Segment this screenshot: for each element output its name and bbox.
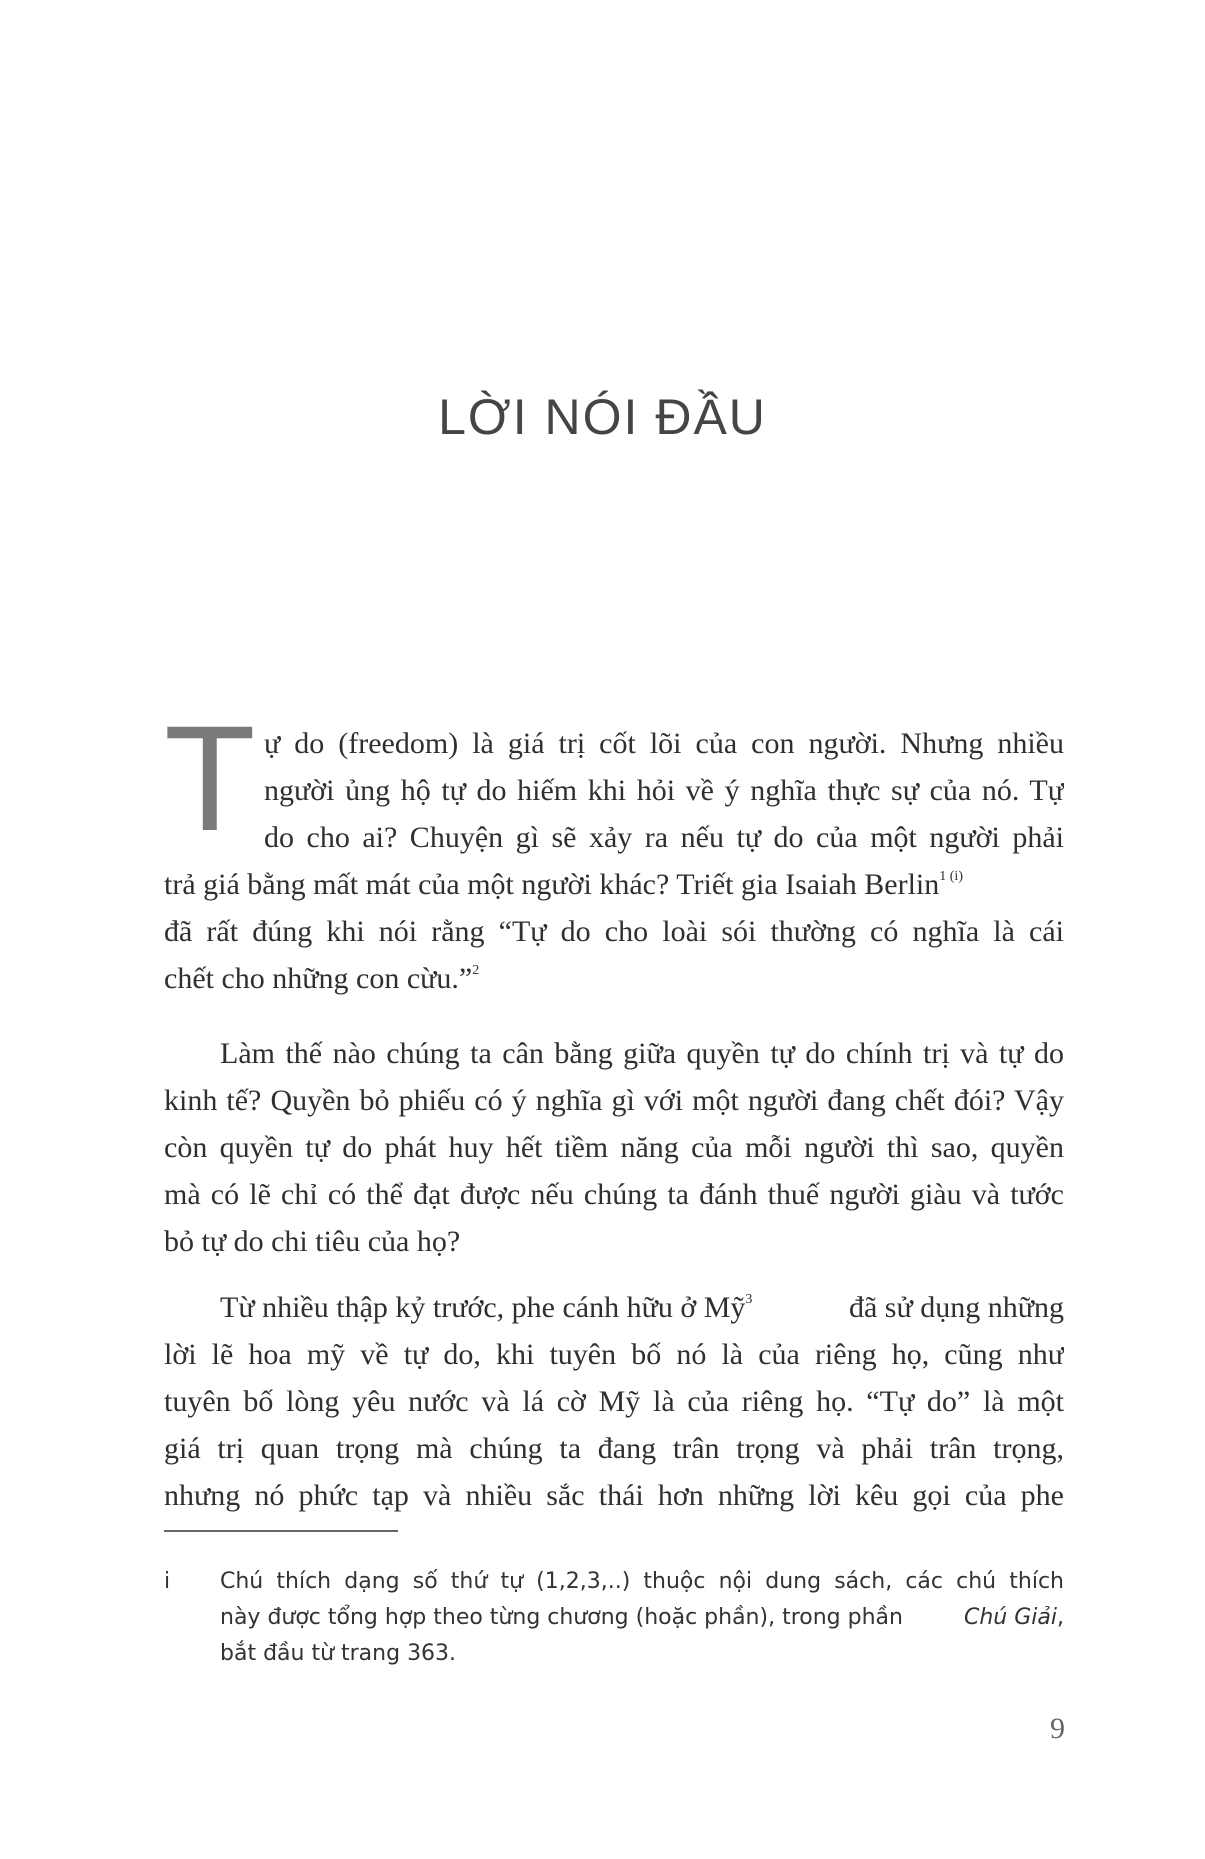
footnote-line-2-before: này được tổng hợp theo từng chương (hoặc phần), trong phần xyxy=(220,1605,903,1630)
paragraph-2-line-5: bỏ tự do chi tiêu của họ? xyxy=(164,1225,461,1258)
footnote-line-1: Chú thích dạng số thứ tự (1,2,3,..) thuộc nội dung sách, các chú thích xyxy=(220,1569,1064,1594)
footnote-line-2 xyxy=(220,1600,1064,1636)
paragraph-1-line-1: ự do (freedom) là giá trị cốt lõi của con người. Nhưng nhiều xyxy=(264,727,1064,760)
paragraph-1-line-4 xyxy=(164,861,1064,908)
paragraph-3-line-1-text: Từ nhiều thập kỷ trước, phe cánh hữu ở Mỹ xyxy=(220,1291,746,1324)
paragraph-1-line-3: do cho ai? Chuyện gì sẽ xảy ra nếu tự do của một người phải xyxy=(264,821,1064,854)
paragraph-1-line-6 xyxy=(164,955,1064,1002)
footnote-italic-term: Chú Giải xyxy=(964,1605,1057,1630)
paragraph-2-line-2: kinh tế? Quyền bỏ phiếu có ý nghĩa gì với một người đang chết đói? Vậy xyxy=(164,1084,1064,1117)
paragraph-1-line-5: đã rất đúng khi nói rằng “Tự do cho loài sói thường có nghĩa là cái xyxy=(164,915,1064,948)
paragraph-3-line-1-before xyxy=(220,1284,752,1331)
footnote-ref-berlin: 1 (i) xyxy=(939,869,963,884)
drop-cap: T xyxy=(164,694,256,862)
footnote-line-3: bắt đầu từ trang 363. xyxy=(220,1641,457,1666)
paragraph-3-line-4: giá trị quan trọng mà chúng ta đang trân trọng và phải trân trọng, xyxy=(164,1432,1064,1465)
footnote-divider xyxy=(164,1530,398,1532)
paragraph-2-line-1: Làm thế nào chúng ta cân bằng giữa quyền tự do chính trị và tự do xyxy=(220,1037,1064,1070)
footnote-line-2-end xyxy=(964,1600,1064,1636)
paragraph-3 xyxy=(164,1284,1064,1519)
paragraph-3-line-1 xyxy=(164,1284,1064,1331)
paragraph-3-line-5: nhưng nó phức tạp và nhiều sắc thái hơn những lời kêu gọi của phe xyxy=(164,1479,1064,1512)
paragraph-3-line-3: tuyên bố lòng yêu nước và lá cờ Mỹ là của riêng họ. “Tự do” là một xyxy=(164,1385,1064,1418)
paragraph-2-line-4: mà có lẽ chỉ có thể đạt được nếu chúng ta đánh thuế người giàu và tước xyxy=(164,1178,1064,1211)
footnote xyxy=(164,1564,1064,1672)
paragraph-2-line-3: còn quyền tự do phát huy hết tiềm năng của mỗi người thì sao, quyền xyxy=(164,1131,1064,1164)
paragraph-1-line-2: người ủng hộ tự do hiếm khi hỏi về ý nghĩa thực sự của nó. Tự xyxy=(264,774,1064,807)
footnote-marker: i xyxy=(164,1569,171,1594)
paragraph-1-line-4-text: trả giá bằng mất mát của một người khác? Triết gia Isaiah Berlin xyxy=(164,868,940,901)
footnote-line-2-after: , xyxy=(1057,1605,1064,1630)
chapter-title: LỜI NÓI ĐẦU xyxy=(438,389,767,445)
paragraph-1 xyxy=(164,694,1064,1002)
paragraph-2 xyxy=(164,1030,1064,1265)
footnote-ref-2: 2 xyxy=(472,963,480,978)
paragraph-1-line-6-text: chết cho những con cừu.” xyxy=(164,962,473,995)
paragraph-3-line-1-after: đã sử dụng những xyxy=(848,1291,1064,1324)
paragraph-3-line-2: lời lẽ hoa mỹ về tự do, khi tuyên bố nó là của riêng họ, cũng như xyxy=(164,1338,1064,1371)
footnote-text xyxy=(220,1564,1064,1672)
page-number: 9 xyxy=(1050,1712,1065,1745)
footnote-ref-3: 3 xyxy=(745,1292,753,1307)
